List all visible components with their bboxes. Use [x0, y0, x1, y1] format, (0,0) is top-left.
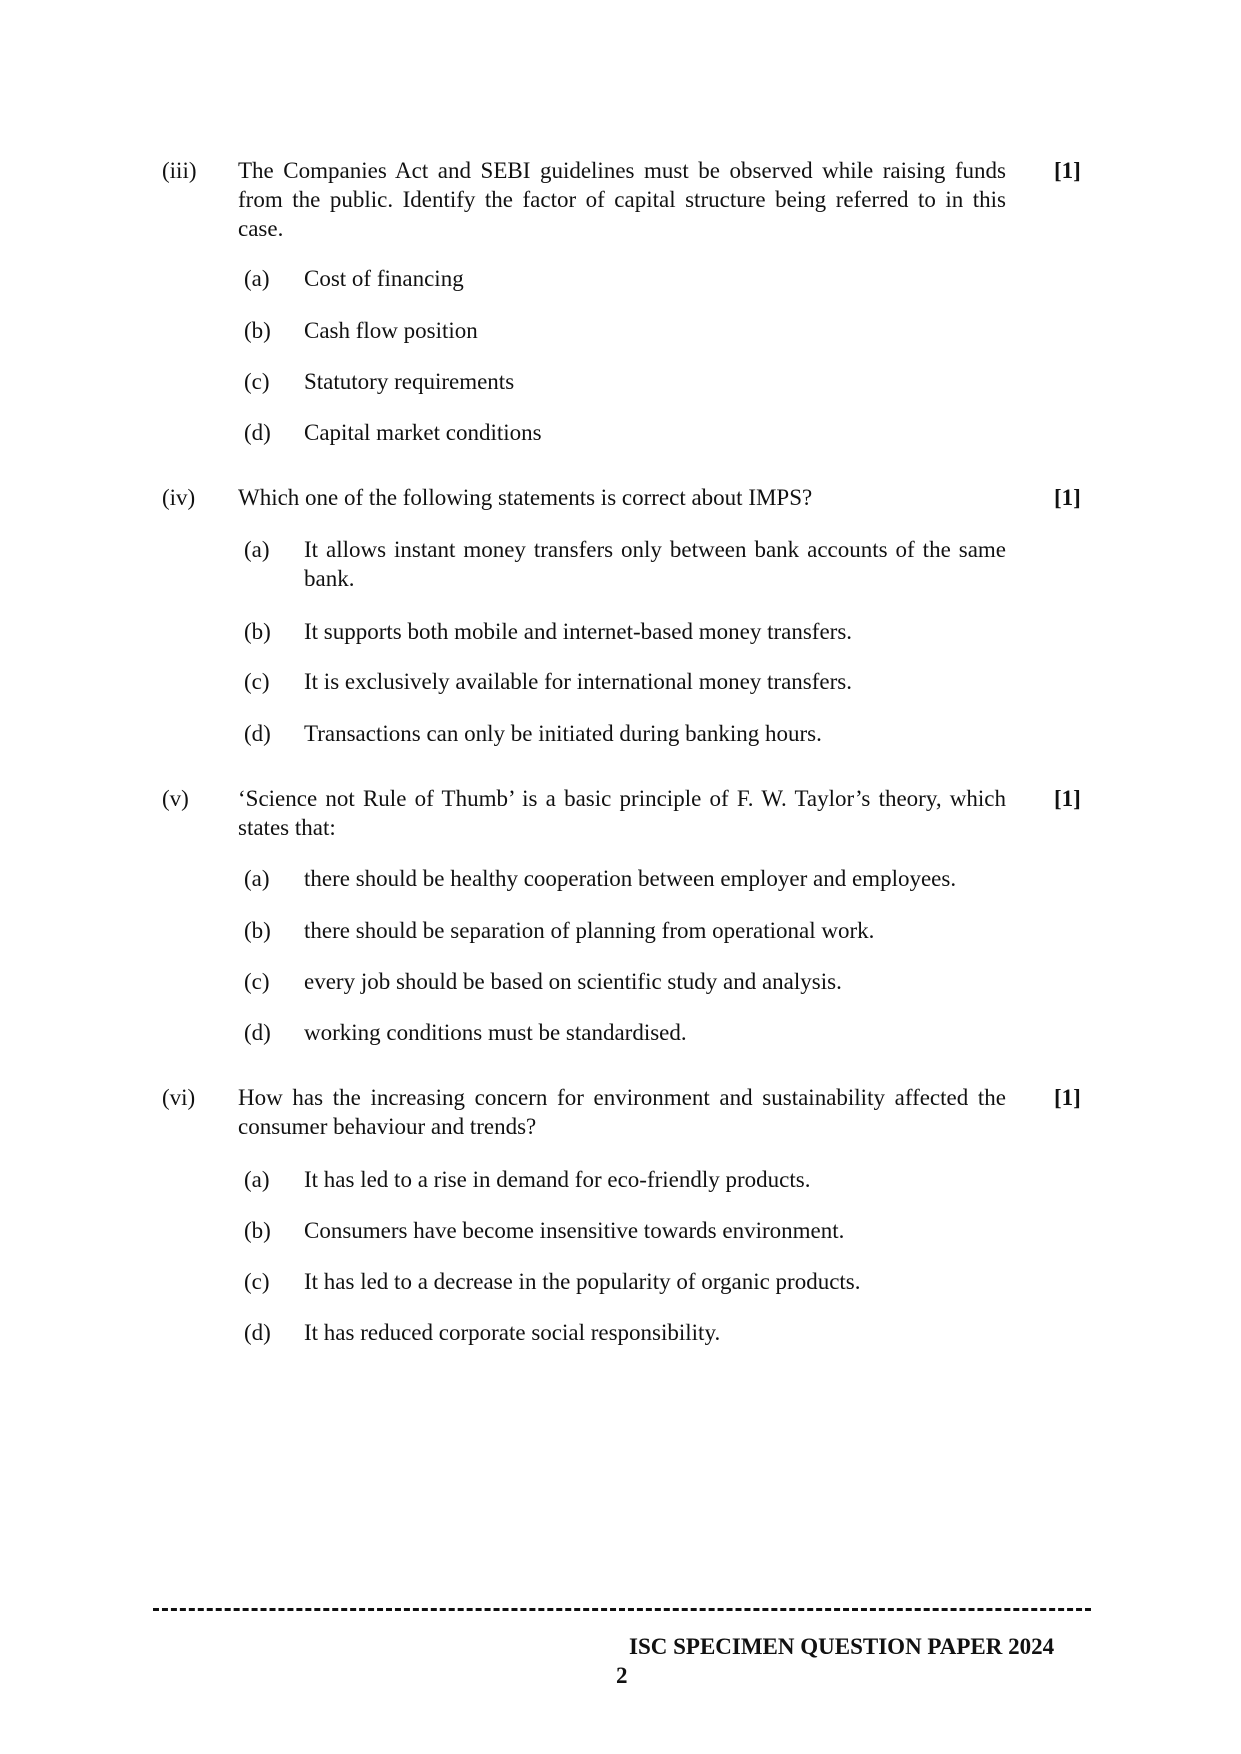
question-text: The Companies Act and SEBI guidelines must be observed while raising funds from the public. Identify the factor of capital structure being referred to in this case. — [238, 158, 1006, 241]
option-label: (d) — [244, 1320, 271, 1345]
option-label: (c) — [244, 669, 270, 694]
footer-title: ISC SPECIMEN QUESTION PAPER 2024 — [629, 1634, 1055, 1659]
option-text: there should be separation of planning from operational work. — [304, 918, 875, 943]
page-number: 2 — [616, 1663, 628, 1688]
option-label: (b) — [244, 1218, 271, 1243]
option-label: (a) — [244, 537, 270, 562]
option-text: It is exclusively available for international money transfers. — [304, 669, 852, 694]
footer-divider — [153, 1608, 1091, 1611]
option-label: (c) — [244, 369, 270, 394]
option-label: (a) — [244, 266, 270, 291]
option-text: It has led to a decrease in the popularity of organic products. — [304, 1269, 861, 1294]
option-label: (d) — [244, 1020, 271, 1045]
option-text: Cash flow position — [304, 318, 478, 343]
option-text: Statutory requirements — [304, 369, 515, 394]
option-text: It allows instant money transfers only between bank accounts of the same bank. — [304, 537, 1006, 591]
question-marks: [1] — [1054, 786, 1081, 811]
question-number: (vi) — [162, 1085, 196, 1110]
option-text: Capital market conditions — [304, 420, 542, 445]
option-label: (c) — [244, 1269, 270, 1294]
option-label: (b) — [244, 918, 271, 943]
question-text: Which one of the following statements is correct about IMPS? — [238, 485, 813, 510]
question-number: (v) — [162, 786, 189, 811]
option-label: (d) — [244, 420, 271, 445]
option-text: It supports both mobile and internet-based money transfers. — [304, 619, 853, 644]
option-text: Consumers have become insensitive towards environment. — [304, 1218, 845, 1243]
option-text: It has reduced corporate social responsibility. — [304, 1320, 721, 1345]
option-text: every job should be based on scientific study and analysis. — [304, 969, 842, 994]
question-text: ‘Science not Rule of Thumb’ is a basic principle of F. W. Taylor’s theory, which states that: — [238, 786, 1006, 840]
question-marks: [1] — [1054, 485, 1081, 510]
option-label: (a) — [244, 1167, 270, 1192]
question-marks: [1] — [1054, 1085, 1081, 1110]
option-text: Transactions can only be initiated during banking hours. — [304, 721, 822, 746]
option-text: working conditions must be standardised. — [304, 1020, 687, 1045]
question-number: (iii) — [162, 158, 197, 183]
option-label: (a) — [244, 866, 270, 891]
option-label: (d) — [244, 721, 271, 746]
option-text: It has led to a rise in demand for eco-friendly products. — [304, 1167, 811, 1192]
option-label: (c) — [244, 969, 270, 994]
question-marks: [1] — [1054, 158, 1081, 183]
option-label: (b) — [244, 619, 271, 644]
option-label: (b) — [244, 318, 271, 343]
option-text: Cost of financing — [304, 266, 464, 291]
question-text: How has the increasing concern for environment and sustainability affected the consumer behaviour and trends? — [238, 1085, 1006, 1139]
question-number: (iv) — [162, 485, 196, 510]
option-text: there should be healthy cooperation between employer and employees. — [304, 866, 957, 891]
